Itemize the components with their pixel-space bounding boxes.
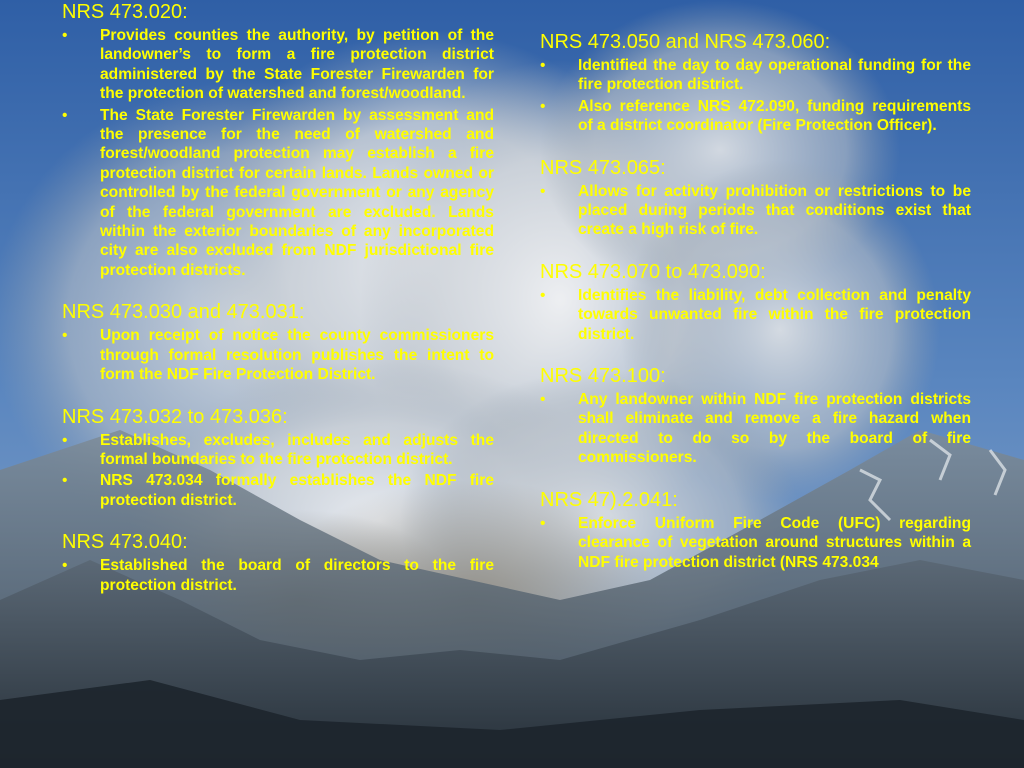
- bullet-list: [540, 56, 971, 136]
- bullet-list: [62, 26, 494, 280]
- statute-section: [540, 488, 971, 572]
- bullet-list: [62, 326, 494, 384]
- bullet-icon: •: [540, 286, 546, 304]
- bullet-icon: •: [62, 472, 68, 490]
- bullet-list: [540, 514, 971, 572]
- bullet-item: [540, 56, 971, 95]
- right-column: [540, 30, 971, 592]
- statute-section: [62, 405, 494, 511]
- section-heading: NRS 473.030 and 473.031:: [62, 301, 305, 324]
- statute-section: [540, 260, 971, 344]
- section-heading: NRS 47).2.041:: [540, 488, 678, 511]
- bullet-icon: •: [540, 514, 546, 532]
- section-heading: NRS 473.100:: [540, 365, 666, 388]
- bullet-icon: •: [540, 97, 546, 115]
- bullet-item: [540, 97, 971, 136]
- bullet-text: Establishes, excludes, includes and adjusts the formal boundaries to the fire protection district.: [100, 431, 494, 468]
- statute-section: [62, 0, 494, 280]
- bullet-icon: •: [62, 27, 68, 44]
- bullet-item: [540, 514, 971, 572]
- bullet-text: Upon receipt of notice the county commissioners through formal resolution publishes the intent to form the NDF Fire Protection District.: [100, 327, 494, 384]
- bullet-text: The State Forester Firewarden by assessment and the presence for the need of watershed and forest/woodland protection may establish a fire protection district for certain lands. Lands owned or controlled by the federal government or any agency of the federal government are excluded. Lands within the exterior boundaries of any incorporated city are also excluded from NDF jurisdictional fire protection districts.: [100, 106, 494, 279]
- bullet-text: Enforce Uniform Fire Code (UFC) regarding clearance of vegetation around structures within a NDF fire protection district (NRS 473.034: [578, 514, 971, 571]
- bullet-item: [62, 556, 494, 595]
- bullet-item: [540, 286, 971, 344]
- bullet-list: [62, 556, 494, 595]
- bullet-list: [540, 390, 971, 468]
- bullet-icon: •: [62, 106, 68, 124]
- bullet-text: Identified the day to day operational funding for the fire protection district.: [578, 57, 971, 94]
- section-heading: NRS 473.065:: [540, 156, 666, 179]
- bullet-item: [540, 390, 971, 468]
- section-heading: NRS 473.020:: [62, 1, 188, 23]
- statute-section: [540, 30, 971, 136]
- section-heading: NRS 473.032 to 473.036:: [62, 405, 288, 428]
- statute-section: [540, 156, 971, 240]
- bullet-icon: •: [540, 182, 546, 200]
- statute-section: [540, 364, 971, 468]
- section-heading: NRS 473.070 to 473.090:: [540, 260, 766, 283]
- bullet-icon: •: [62, 327, 68, 345]
- bullet-text: Established the board of directors to the fire protection district.: [100, 557, 494, 594]
- bullet-icon: •: [62, 557, 68, 575]
- bullet-icon: •: [540, 57, 546, 74]
- bullet-text: Also reference NRS 472.090, funding requirements of a district coordinator (Fire Protection Officer).: [578, 97, 971, 135]
- bullet-list: [540, 182, 971, 240]
- bullet-item: [62, 106, 494, 281]
- bullet-item: [540, 182, 971, 240]
- bullet-text: Allows for activity prohibition or restrictions to be placed during periods that conditions exist that create a high risk of fire.: [578, 182, 971, 239]
- section-heading: NRS 473.050 and NRS 473.060:: [540, 31, 831, 53]
- section-heading: NRS 473.040:: [62, 531, 188, 554]
- bullet-text: Identifies the liability, debt collection and penalty towards unwanted fire within the fire protection district.: [578, 286, 971, 343]
- statute-section: [62, 300, 494, 384]
- bullet-text: Any landowner within NDF fire protection districts shall eliminate and remove a fire hazard when directed to do so by the board of fire commissioners.: [578, 391, 971, 467]
- bullet-item: [62, 471, 494, 510]
- bullet-item: [62, 26, 494, 104]
- statute-section: [62, 530, 494, 595]
- bullet-icon: •: [62, 431, 68, 449]
- bullet-list: [540, 286, 971, 344]
- bullet-text: Provides counties the authority, by petition of the landowner’s to form a fire protection district administered by the State Forester Firewarden for the protection of watershed and forest/woodland.: [100, 27, 494, 103]
- bullet-item: [62, 326, 494, 384]
- bullet-list: [62, 431, 494, 511]
- bullet-item: [62, 431, 494, 470]
- bullet-icon: •: [540, 391, 546, 409]
- left-column: [62, 0, 494, 615]
- bullet-text: NRS 473.034 formally establishes the NDF fire protection district.: [100, 472, 494, 509]
